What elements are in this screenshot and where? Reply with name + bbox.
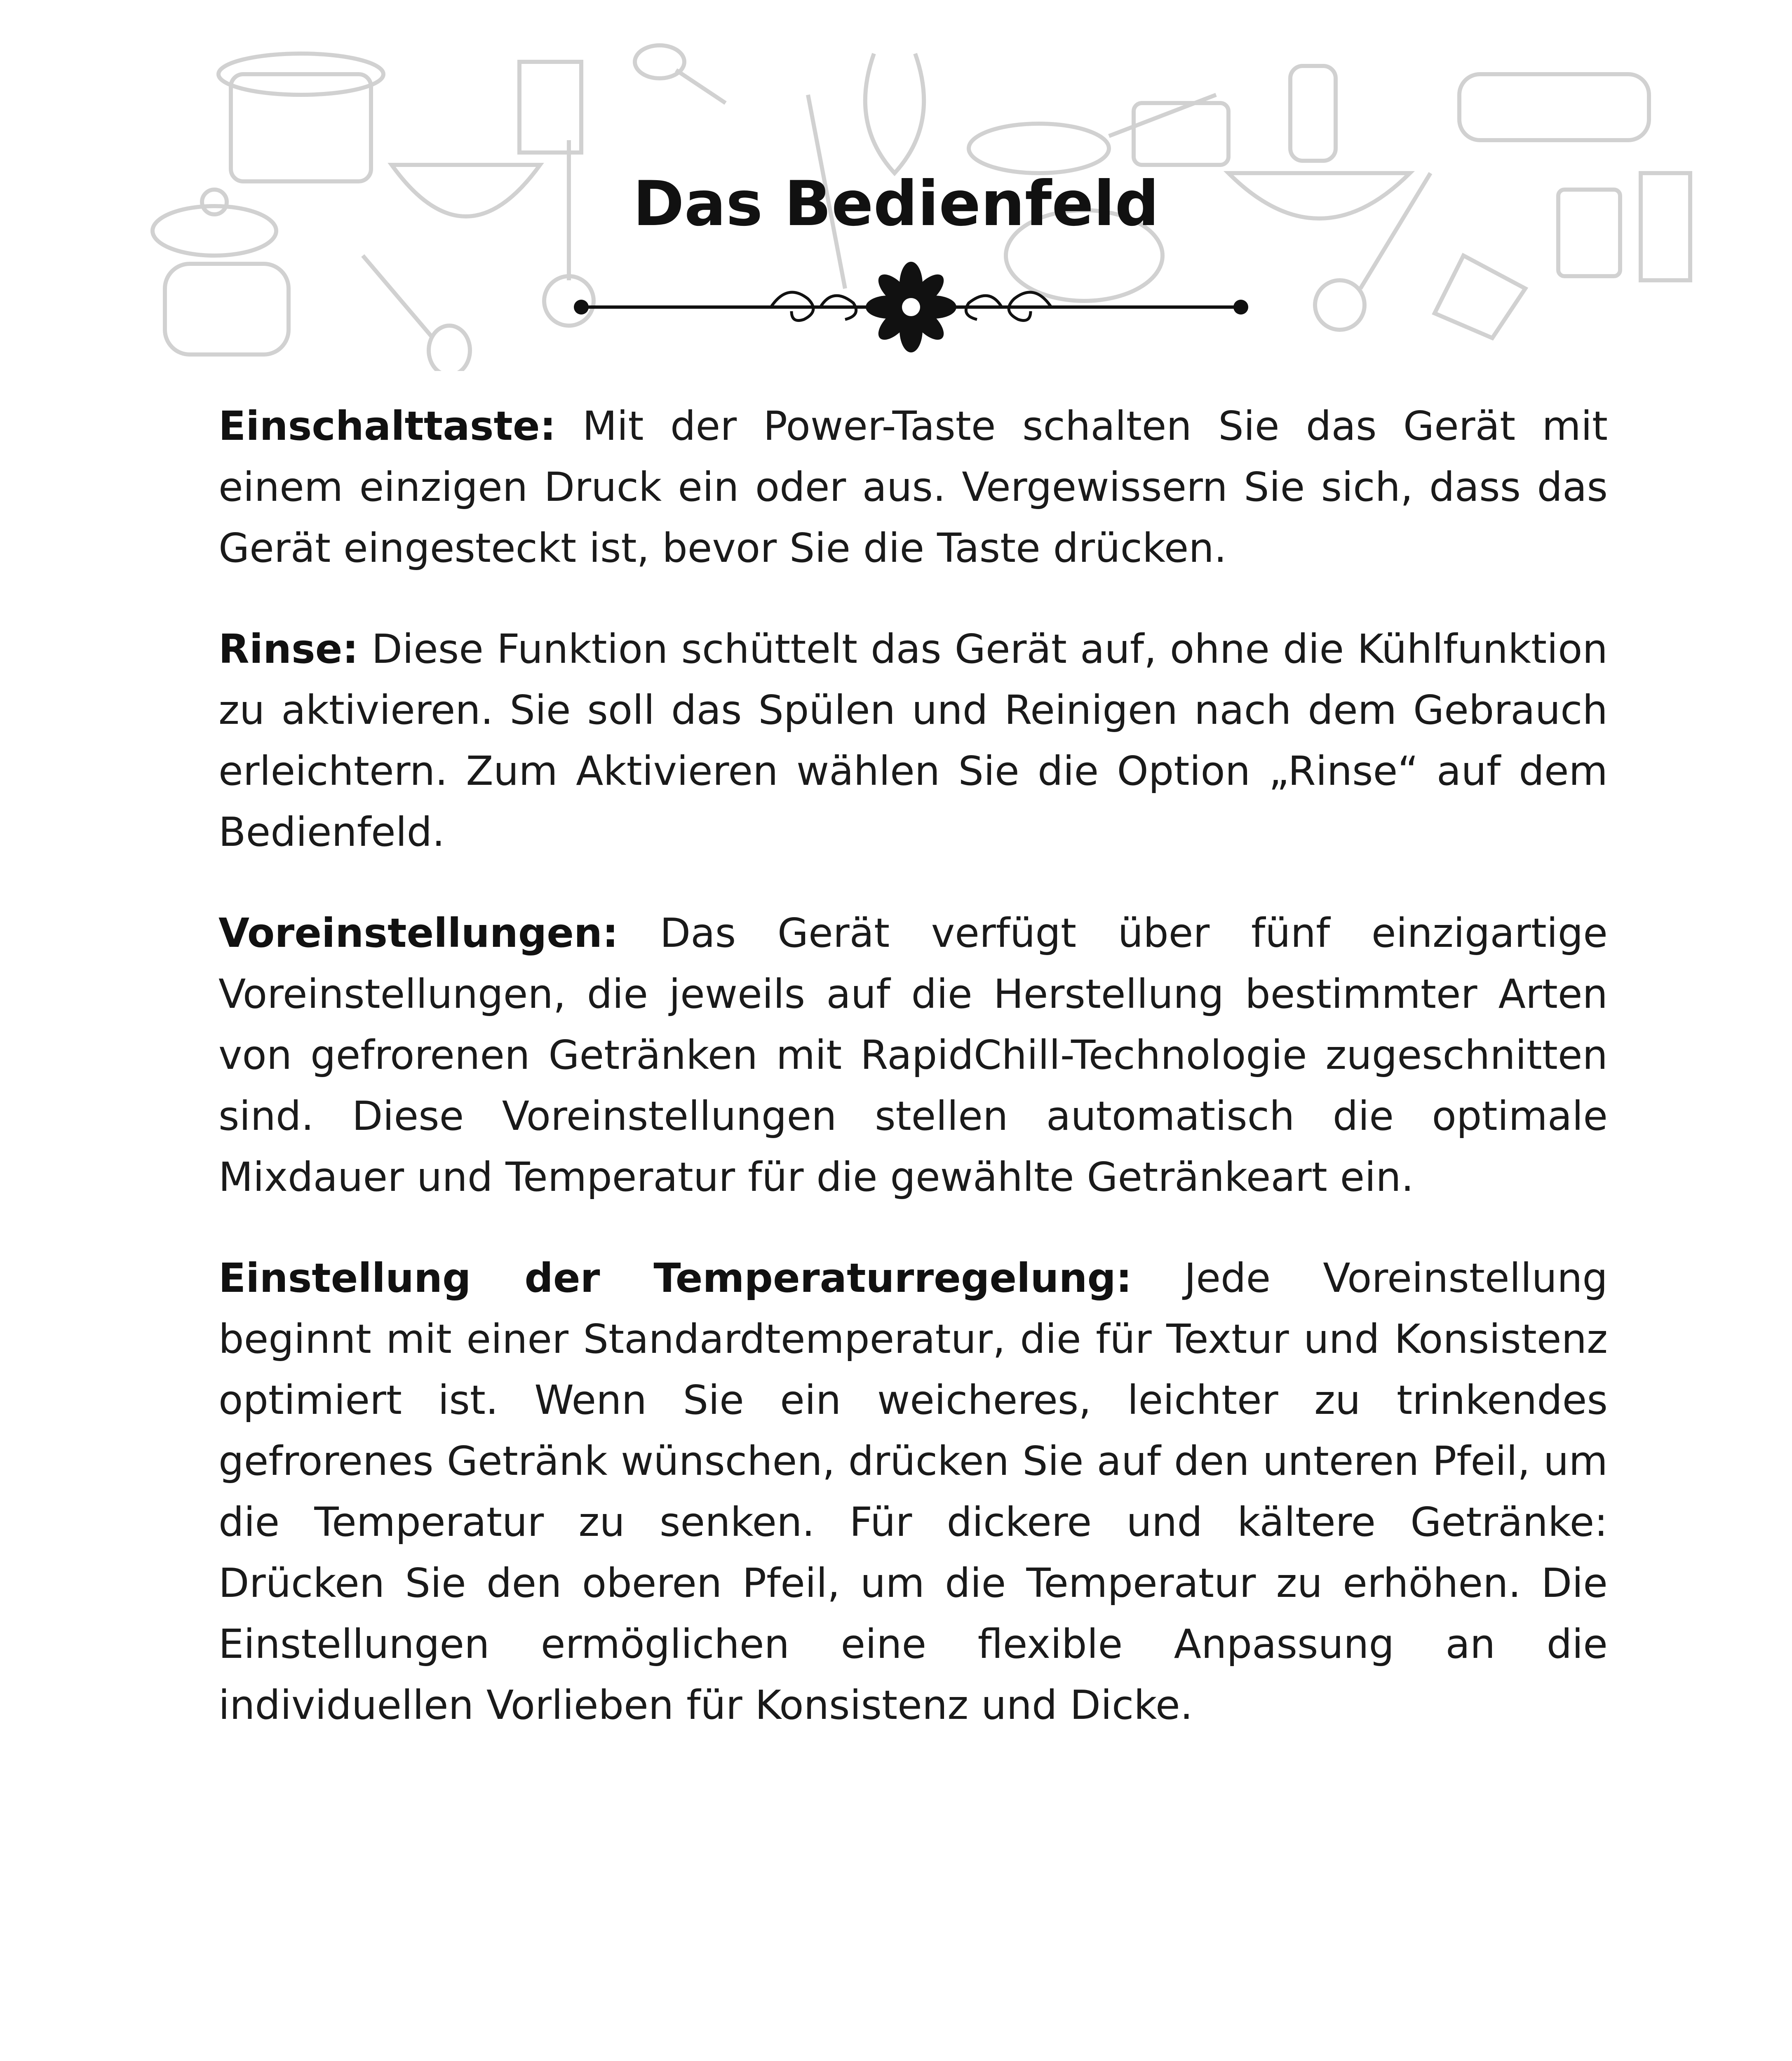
page-title: Das Bedienfeld: [633, 168, 1159, 240]
paragraph-text: Das Gerät verfügt über fünf einzigartige Voreinstellungen, die jeweils auf die Herstellung bestimmter Arten von gefrorenen Getränken mit RapidChill-Technologie zugeschnitten sind. Diese Voreinstellungen stellen automatisch die optimale Mixdauer und Temperatur für die gewählte Getränkeart ein.: [218, 910, 1608, 1200]
term-label: Einschalttaste:: [218, 403, 556, 449]
paragraph-text: Mit der Power-Taste schalten Sie das Gerät mit einem einzigen Druck ein oder aus. Vergewissern Sie sich, dass das Gerät eingesteckt ist, bevor Sie die Taste drücken.: [218, 403, 1608, 571]
paragraph-rinse: [218, 619, 1608, 863]
term-label: Voreinstellungen:: [218, 910, 618, 956]
body-text: [218, 396, 1608, 1776]
term-label: Rinse:: [218, 626, 359, 672]
term-label: Einstellung der Temperaturregelung:: [218, 1255, 1132, 1301]
paragraph-power-button: [218, 396, 1608, 579]
paragraph-text: Diese Funktion schüttelt das Gerät auf, ohne die Kühlfunktion zu aktivieren. Sie soll das Spülen und Reinigen nach dem Gebrauch erleichtern. Zum Aktivieren wählen Sie die Option „Rinse“ auf dem Bedienfeld.: [218, 626, 1608, 855]
flourish-divider-icon: [573, 260, 1249, 354]
paragraph-text: Jede Voreinstellung beginnt mit einer Standardtemperatur, die für Textur und Konsistenz optimiert ist. Wenn Sie ein weicheres, leichter zu trinkendes gefrorenes Getränk wünschen, drücken Sie auf den unteren Pfeil, um die Temperatur zu senken. Für dickere und kältere Getränke: Drücken Sie den oberen Pfeil, um die Temperatur zu erhöhen. Die Einstellungen ermöglichen eine flexible Anpassung an die individuellen Vorlieben für Konsistenz und Dicke.: [218, 1255, 1608, 1728]
paragraph-temperature-control: [218, 1248, 1608, 1736]
paragraph-presets: [218, 903, 1608, 1208]
